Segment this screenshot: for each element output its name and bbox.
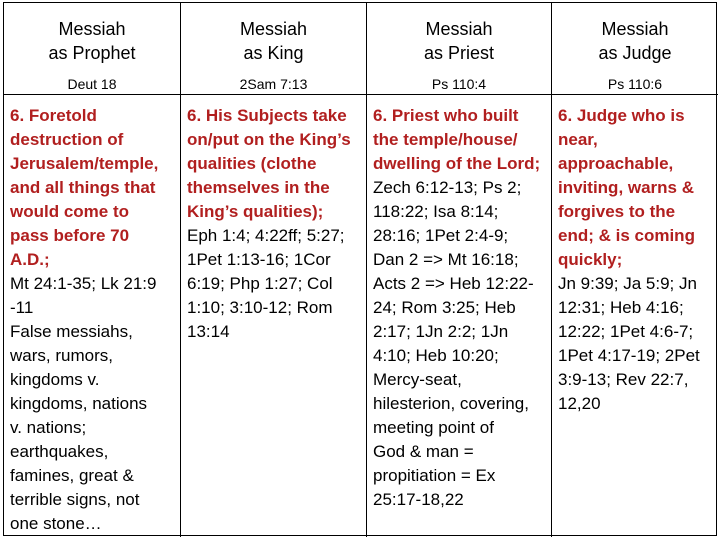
scripture-references: Zech 6:12-13; Ps 2; 118:22; Isa 8:14; 28:16; 1Pet 2:4-9; Dan 2 => Mt 16:18; Acts 2 => Heb 12:22- 24; Rom 3:25; Heb 2:17; 1Jn 2:2; 1Jn 4:10; Heb 10:20; Mercy-seat, hilesterion, covering, meeting point of God & man = propitiation = Ex 25:17-18,22 xyxy=(373,178,534,509)
column-title-line1: Messiah xyxy=(425,19,493,39)
point-heading: 6. Judge who is near, approachable, inviting, warns & forgives to the end; & is coming quickly; xyxy=(558,106,695,269)
column-title xyxy=(48,17,135,65)
column-title-line2: as King xyxy=(243,43,304,63)
scripture-references: Eph 1:4; 4:22ff; 5:27; 1Pet 1:13-16; 1Cor 6:19; Php 1:27; Col 1:10; 3:10-12; Rom 13:14 xyxy=(187,226,345,341)
column-title-line1: Messiah xyxy=(601,19,669,39)
scripture-references: Mt 24:1-35; Lk 21:9 -11 False messiahs, wars, rumors, kingdoms v. kingdoms, nations v. nations; earthquakes, famines, great & terrible signs, not one stone… xyxy=(10,274,157,533)
header-cell-judge xyxy=(552,3,718,95)
column-title xyxy=(424,17,494,65)
column-title-line2: as Judge xyxy=(598,43,672,63)
column-title-line1: Messiah xyxy=(239,19,308,39)
column-title xyxy=(240,17,307,65)
column-reference: Ps 110:4 xyxy=(431,76,487,92)
header-cell-priest xyxy=(367,3,552,95)
column-title-line2: as Prophet xyxy=(48,43,136,63)
column-reference: Ps 110:6 xyxy=(607,76,663,92)
column-reference: 2Sam 7:13 xyxy=(239,76,308,92)
body-cell-king xyxy=(181,95,367,537)
column-reference: Deut 18 xyxy=(67,76,117,92)
header-cell-prophet xyxy=(4,3,181,95)
scripture-references: Jn 9:39; Ja 5:9; Jn 12:31; Heb 4:16; 12:22; 1Pet 4:6-7; 1Pet 4:17-19; 2Pet 3:9-13; Rev 22:7, 12,20 xyxy=(558,274,700,413)
point-heading: 6. Priest who built the temple/house/ dwelling of the Lord; xyxy=(373,106,541,173)
body-cell-priest xyxy=(367,95,552,537)
point-heading: 6. Foretold destruction of Jerusalem/temple, and all things that would come to pass before 70 A.D.; xyxy=(10,106,159,269)
column-title-line1: Messiah xyxy=(58,19,126,39)
column-title-line2: as Priest xyxy=(423,43,495,63)
point-heading: 6. His Subjects take on/put on the King’s qualities (clothe themselves in the King’s qualities); xyxy=(187,106,351,221)
body-cell-prophet xyxy=(4,95,181,537)
body-cell-judge xyxy=(552,95,718,537)
header-cell-king xyxy=(181,3,367,95)
messiah-roles-table xyxy=(3,2,717,536)
column-title xyxy=(598,17,671,65)
